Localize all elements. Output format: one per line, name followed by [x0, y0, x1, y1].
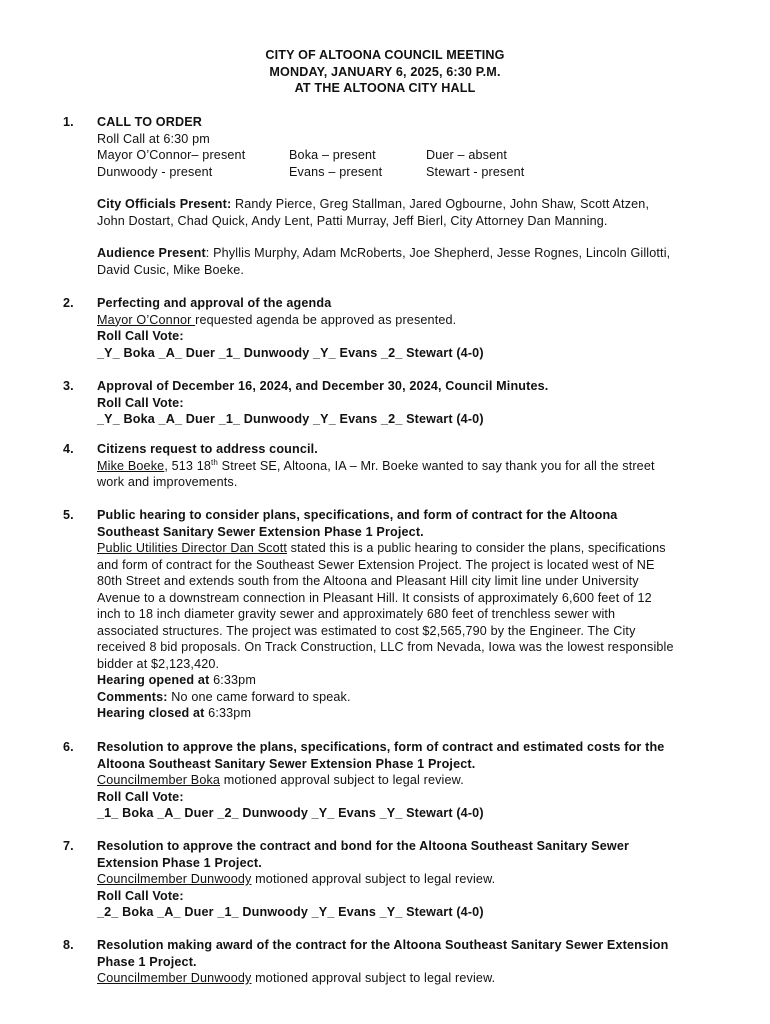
item-body — [97, 441, 727, 491]
attendance-boka: Boka – present — [289, 148, 376, 162]
attendance-mayor: Mayor O’Connor– present — [97, 148, 246, 162]
audience-text-2: David Cusic, Mike Boeke. — [97, 262, 245, 277]
vote-label: Roll Call Vote: — [97, 395, 184, 410]
vote-tally: _Y_ Boka _A_ Duer _1_ Dunwoody _Y_ Evans _2_ Stewart (4-0) — [97, 412, 484, 426]
hearing-text-7: received 8 bid proposals. On Track Construction, LLC from Nevada, Iowa was the lowest responsible — [97, 640, 674, 654]
attendance-evans: Evans – present — [289, 164, 383, 179]
vote-label: Roll Call Vote: — [97, 888, 184, 903]
speaker-address-a: , 513 18 — [164, 458, 212, 473]
speaker-address-b: Street SE, Altoona, IA – Mr. Boeke wanted to say thank you for all the street — [218, 458, 655, 473]
item-number: 8. — [63, 938, 74, 952]
item-body — [97, 739, 727, 822]
header-line-1: CITY OF ALTOONA COUNCIL MEETING — [265, 48, 505, 62]
motion-text: motioned approval subject to legal review. — [220, 773, 464, 787]
mover-name: Councilmember Boka — [97, 773, 221, 787]
item-body — [97, 295, 727, 361]
audience-text-1: : Phyllis Murphy, Adam McRoberts, Joe Shepherd, Jesse Rognes, Lincoln Gillotti, — [205, 246, 671, 260]
item-title: CALL TO ORDER — [97, 115, 203, 129]
comments-text: No one came forward to speak. — [167, 689, 351, 704]
officials-line-1 — [97, 196, 727, 213]
speaker-line — [97, 458, 727, 475]
item-title-1: Public hearing to consider plans, specifications, and form of contract for the Altoona — [97, 508, 618, 522]
item-body — [97, 114, 727, 278]
hearing-text-5: inch to 18 inch diameter gravity sewer and approximately 680 feet of trenchless sewer with — [97, 607, 616, 621]
hearing-opened-time: 6:33pm — [209, 673, 256, 687]
attendance-duer: Duer – absent — [426, 148, 508, 162]
item-title-2: Southeast Sanitary Sewer Extension Phase 1 Project. — [97, 524, 424, 539]
item-number: 1. — [63, 115, 74, 129]
hearing-closed — [97, 705, 727, 722]
item-number: 7. — [63, 839, 74, 853]
item-title-2: Phase 1 Project. — [97, 954, 197, 969]
header-line-2: MONDAY, JANUARY 6, 2025, 6:30 P.M. — [269, 64, 501, 79]
item-number: 4. — [63, 442, 74, 456]
motion-text: requested agenda be approved as presented. — [195, 312, 457, 327]
officials-label: City Officials Present: — [97, 197, 232, 211]
item-title: Perfecting and approval of the agenda — [97, 296, 332, 310]
item-body — [97, 937, 727, 987]
hearing-opened — [97, 672, 727, 689]
item-number: 2. — [63, 296, 74, 310]
vote-label: Roll Call Vote: — [97, 329, 184, 343]
item-number: 3. — [63, 379, 74, 393]
motion-line — [97, 312, 727, 329]
item-number: 6. — [63, 740, 74, 754]
hearing-closed-time: 6:33pm — [204, 706, 252, 720]
item-body — [97, 378, 727, 428]
item-title-1: Resolution making award of the contract for the Altoona Southeast Sanitary Sewer Extension — [97, 938, 669, 952]
vote-tally: _Y_ Boka _A_ Duer _1_ Dunwoody _Y_ Evans _2_ Stewart (4-0) — [97, 345, 484, 360]
speaker-line-2: work and improvements. — [97, 475, 238, 489]
mover-name: Mayor O’Connor — [97, 312, 196, 327]
hearing-text-3: 80th Street and extends south from the Altoona and Pleasant Hill city limit line under University — [97, 574, 639, 588]
hearing-text-6: associated structures. The project was estimated to cost $2,565,790 by the Engineer. The City — [97, 623, 636, 638]
motion-text: motioned approval subject to legal review. — [251, 872, 496, 886]
mover-name: Councilmember Dunwoody — [97, 971, 252, 985]
vote-tally: _1_ Boka _A_ Duer _2_ Dunwoody _Y_ Evans _Y_ Stewart (4-0) — [97, 806, 484, 820]
audience-line-1 — [97, 245, 727, 262]
item-body — [97, 507, 727, 722]
officials-text-1: Randy Pierce, Greg Stallman, Jared Ogbourne, John Shaw, Scott Atzen, — [231, 197, 650, 211]
hearing-comments — [97, 689, 727, 706]
speaker-name: Mike Boeke — [97, 458, 165, 473]
motion-line — [97, 970, 727, 987]
motion-text: motioned approval subject to legal review. — [251, 971, 496, 985]
motion-line — [97, 772, 727, 789]
speaker-name: Public Utilities Director Dan Scott — [97, 541, 288, 555]
motion-line — [97, 871, 727, 888]
item-number: 5. — [63, 508, 74, 522]
attendance-dunwoody: Dunwoody - present — [97, 164, 213, 179]
attendance-stewart: Stewart - present — [426, 164, 525, 179]
item-title-1: Resolution to approve the contract and bond for the Altoona Southeast Sanitary Sewer — [97, 839, 630, 853]
document-header — [0, 47, 770, 97]
audience-label: Audience Present — [97, 246, 206, 260]
hearing-closed-label: Hearing closed at — [97, 706, 205, 720]
hearing-text-8: bidder at $2,123,420. — [97, 656, 220, 671]
vote-tally: _2_ Boka _A_ Duer _1_ Dunwoody _Y_ Evans _Y_ Stewart (4-0) — [97, 905, 484, 919]
comments-label: Comments: — [97, 689, 168, 704]
roll-call-time: Roll Call at 6:30 pm — [97, 131, 210, 146]
item-title-2: Altoona Southeast Sanitary Sewer Extension Phase 1 Project. — [97, 756, 476, 771]
item-title: Citizens request to address council. — [97, 442, 318, 456]
item-title-1: Resolution to approve the plans, specifications, form of contract and estimated costs for the — [97, 740, 665, 754]
vote-label: Roll Call Vote: — [97, 789, 184, 804]
hearing-opened-label: Hearing opened at — [97, 673, 210, 687]
hearing-text-4: Avenue to a downstream connection in Pleasant Hill. It consists of approximately 6,600 feet of 12 — [97, 590, 652, 605]
header-line-3: AT THE ALTOONA CITY HALL — [294, 81, 476, 95]
hearing-line-1 — [97, 540, 727, 557]
attendance-row-1 — [97, 147, 727, 164]
mover-name: Councilmember Dunwoody — [97, 872, 252, 886]
item-title-2: Extension Phase 1 Project. — [97, 855, 262, 870]
attendance-row-2 — [97, 164, 727, 181]
item-body — [97, 838, 727, 921]
item-title: Approval of December 16, 2024, and December 30, 2024, Council Minutes. — [97, 379, 549, 393]
hearing-text-1: stated this is a public hearing to consider the plans, specifications — [287, 541, 666, 555]
hearing-text-2: and form of contract for the Southeast Sewer Extension Project. The project is located west of NE — [97, 557, 655, 572]
officials-text-2: John Dostart, Chad Quick, Andy Lent, Patti Murray, Jeff Bierl, City Attorney Dan Manning. — [97, 213, 608, 228]
ordinal-suffix: th — [211, 457, 219, 467]
